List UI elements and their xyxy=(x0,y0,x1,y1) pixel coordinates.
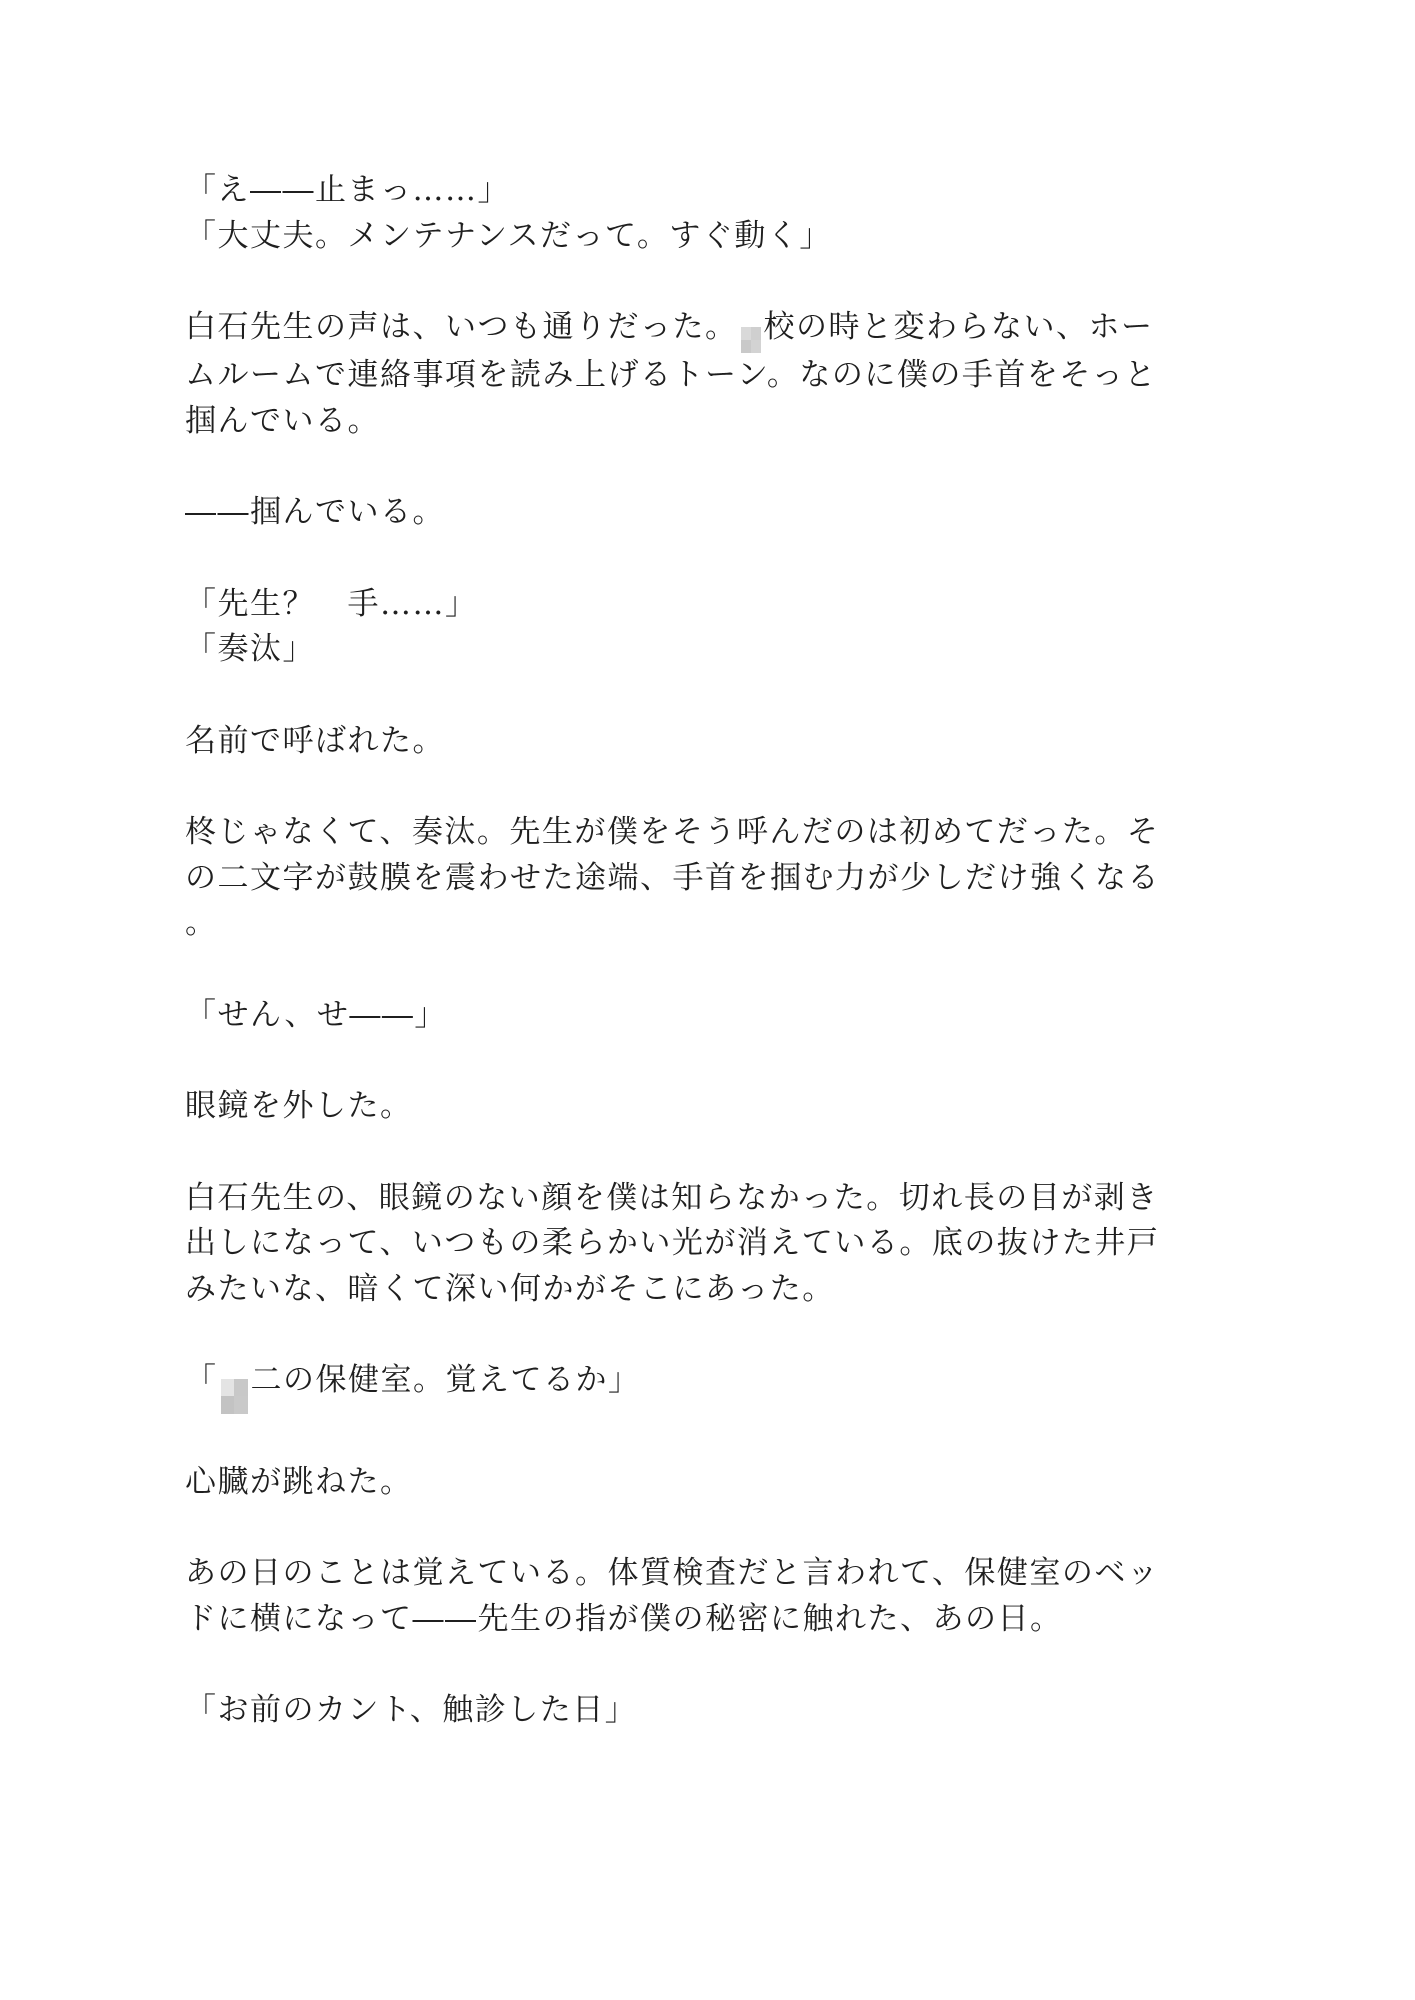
text-run: 「え――止まっ……」 xyxy=(185,172,510,208)
censored-pixelated-block xyxy=(221,1379,248,1414)
text-run: 名前で呼ばれた。 xyxy=(185,722,445,759)
paragraph xyxy=(185,1358,1245,1414)
text-run: 「先生？ 手……」 xyxy=(185,585,478,622)
paragraph xyxy=(185,719,1245,765)
text-run: 掴んでいる。 xyxy=(185,402,380,439)
text-run: 柊じゃなくて、奏汰。先生が僕をそう呼んだのは初めてだった。そ xyxy=(185,814,1160,851)
paragraph xyxy=(185,490,1245,536)
text-run: の二文字が鼓膜を震わせた途端、手首を掴む力が少しだけ強くなる xyxy=(185,859,1160,896)
paragraph xyxy=(185,1688,1245,1734)
text-run: ムルームで連絡事項を読み上げるトーン。なのに僕の手首をそっと xyxy=(185,357,1157,394)
text-run: 「せん、せ――」 xyxy=(185,996,447,1033)
text-run: みたいな、暗くて深い何かがそこにあった。 xyxy=(185,1271,835,1308)
paragraph xyxy=(185,305,1245,444)
text-run: 心臓が跳ねた。 xyxy=(185,1463,413,1500)
paragraph xyxy=(185,1084,1245,1130)
censored-pixelated-block xyxy=(741,327,761,353)
paragraph xyxy=(185,993,1245,1039)
page-text xyxy=(185,168,1245,1780)
text-run: 出しになって、いつもの柔らかい光が消えている。底の抜けた井戸 xyxy=(185,1225,1160,1262)
text-run: 「大丈夫。メンテナンスだって。すぐ動く」 xyxy=(185,217,832,254)
paragraph xyxy=(185,168,1245,259)
text-run: ――掴んでいる。 xyxy=(185,494,445,531)
paragraph xyxy=(185,1176,1245,1313)
text-run: 白石先生の、眼鏡のない顔を僕は知らなかった。切れ長の目が剥き xyxy=(185,1179,1159,1216)
text-run: 「奏汰」 xyxy=(185,631,315,668)
text-run: 校の時と変わらない、ホー xyxy=(763,309,1154,346)
paragraph xyxy=(185,1460,1245,1506)
text-run: 「 xyxy=(185,1362,218,1399)
text-run: あの日のことは覚えている。体質検査だと言われて、保健室のベッ xyxy=(185,1555,1160,1592)
text-run: 白石先生の声は、いつも通りだった。 xyxy=(185,309,738,346)
text-run: 。 xyxy=(185,905,218,942)
text-run: ドに横になって――先生の指が僕の秘密に触れた、あの日。 xyxy=(185,1600,1063,1637)
paragraph xyxy=(185,810,1245,947)
paragraph xyxy=(185,582,1245,673)
text-run: 二の保健室。覚えてるか」 xyxy=(250,1362,641,1399)
text-run: 「お前のカント、触診した日」 xyxy=(185,1692,638,1729)
text-run: 眼鏡を外した。 xyxy=(185,1088,413,1125)
paragraph xyxy=(185,1551,1245,1642)
